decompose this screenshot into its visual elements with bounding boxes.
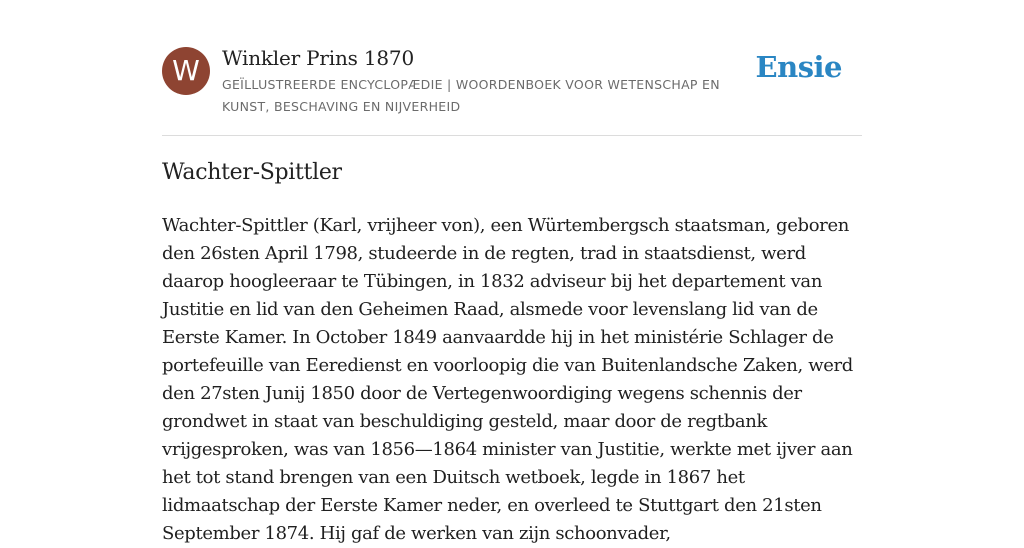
article-title: Wachter-Spittler	[162, 160, 342, 185]
ensie-logo-link[interactable]: Ensie	[755, 50, 842, 84]
publication-subtitle: GEÏLLUSTREERDE ENCYCLOPÆDIE | WOORDENBOEK VOOR WETENSCHAP EN KUNST, BESCHAVING EN NIJVERHEID	[222, 77, 720, 114]
article-body: Wachter-Spittler (Karl, vrijheer von), een Würtembergsch staatsman, geboren den 26sten April 1798, studeerde in de regten, trad in staatsdienst, werd daarop hoogleeraar te Tübingen, in 1832 adviseur bij het departement van Justitie en lid van den Geheimen Raad, alsmede voor levenslang lid van de Eerste Kamer. In October 1849 aanvaardde hij in het ministérie Schlager de portefeuille van Eeredienst en voorloopig die van Buitenlandsche Zaken, werd den 27sten Junij 1850 door de Vertegenwoordiging wegens schennis der grondwet in staat van beschuldiging gesteld, maar door de regtbank vrijgesproken, was van 1856—1864 minister van Justitie, werkte met ijver aan het tot stand brengen van een Duitsch wetboek, legde in 1867 het lidmaatschap der Eerste Kamer neder, en overleed te Stuttgart den 21sten September 1874. Hij gaf de werken van zijn schoonvader,	[162, 215, 853, 544]
header-divider	[162, 135, 862, 136]
publication-avatar[interactable]: W	[162, 47, 210, 95]
publication-name[interactable]: Winkler Prins 1870	[222, 46, 414, 70]
publication-header	[162, 44, 862, 118]
